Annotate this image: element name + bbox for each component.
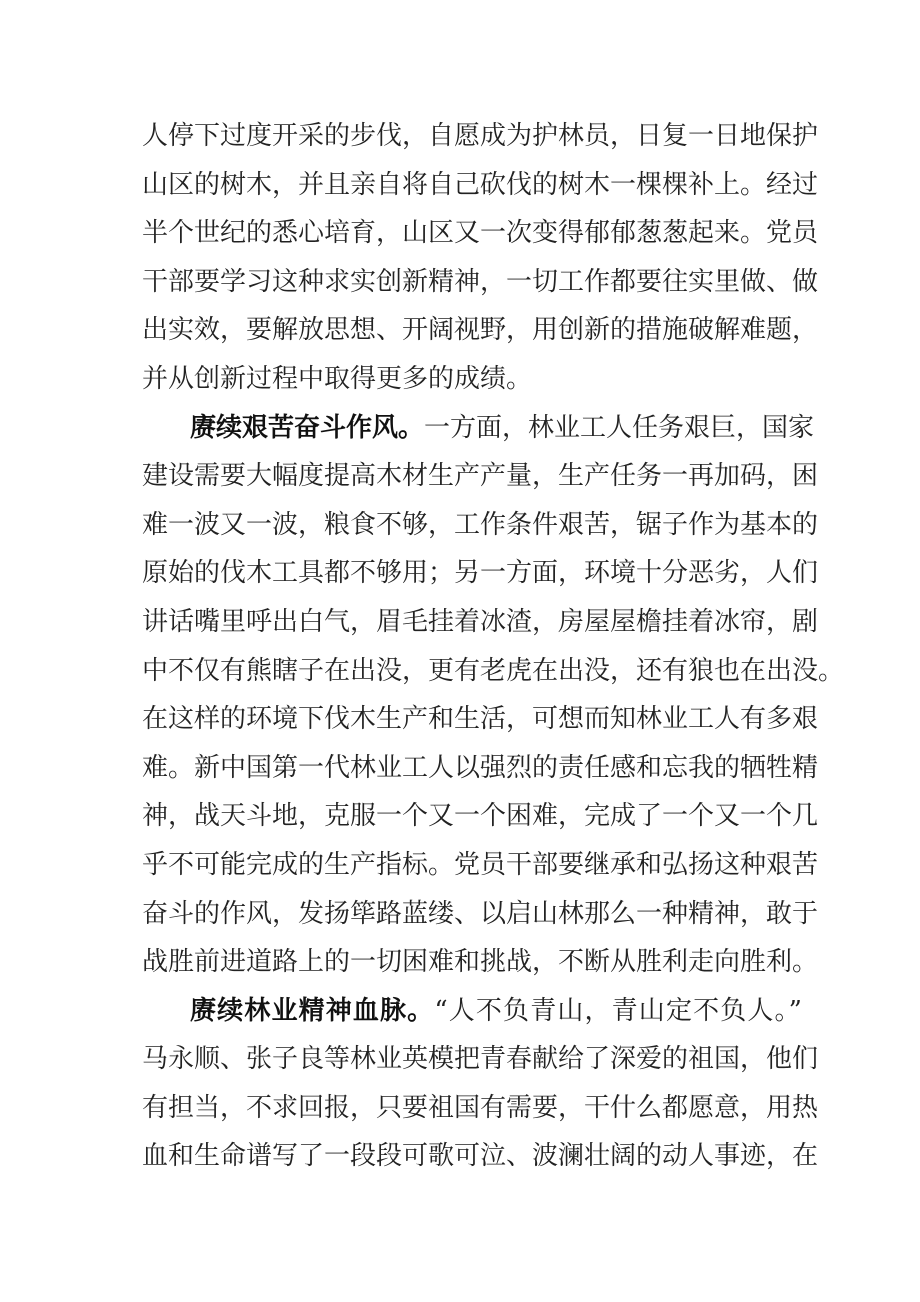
text-line: 神，战天斗地，克服一个又一个困难，完成了一个又一个几 (142, 801, 819, 832)
text-run: “人不负青山，青山定不负人。” (434, 995, 802, 1026)
text-line: 奋斗的作风，发扬筚路蓝缕、以启山林那么一种精神，敢于 (142, 898, 819, 929)
text-line: 难一波又一波，粮食不够，工作条件艰苦，锯子作为基本的 (142, 509, 819, 540)
text-line: 马永顺、张子良等林业英模把青春献给了深爱的祖国，他们 (142, 1044, 819, 1075)
text-run: 一方面，林业工人任务艰巨，国家 (424, 412, 815, 443)
text-line: 人停下过度开采的步伐，自愿成为护林员，日复一日地保护 (142, 121, 819, 151)
paragraph-hard-work (142, 404, 845, 987)
text-line: 在这样的环境下伐木生产和生活，可想而知林业工人有多艰 (142, 704, 819, 735)
text-line: 中不仅有熊瞎子在出没，更有老虎在出没，还有狼也在出没。 (142, 655, 845, 686)
section-heading: 赓续林业精神血脉。 (190, 995, 435, 1026)
section-heading: 赓续艰苦奋斗作风。 (190, 412, 425, 443)
text-line: 干部要学习这种求实创新精神，一切工作都要往实里做、做 (142, 266, 819, 297)
text-line: 讲话嘴里呼出白气，眉毛挂着冰渣，房屋屋檐挂着冰帘，剧 (142, 606, 819, 637)
text-line: 有担当，不求回报，只要祖国有需要，干什么都愿意，用热 (142, 1092, 819, 1123)
text-line: 建设需要大幅度提高木材生产产量，生产任务一再加码，困 (142, 461, 819, 492)
text-line: 难。新中国第一代林业工人以强烈的责任感和忘我的牺牲精 (142, 752, 819, 783)
text-line: 出实效，要解放思想、开阔视野，用创新的措施破解难题， (142, 315, 819, 346)
paragraph-first-line (142, 987, 802, 1036)
paragraph-forestry-spirit (142, 987, 819, 1181)
paragraph-innovation (142, 112, 819, 404)
text-line: 山区的树木，并且亲自将自己砍伐的树木一棵棵补上。经过 (142, 169, 819, 200)
text-line: 半个世纪的悉心培育，山区又一次变得郁郁葱葱起来。党员 (142, 218, 819, 249)
text-line: 战胜前进道路上的一切困难和挑战，不断从胜利走向胜利。 (142, 947, 819, 978)
text-line: 乎不可能完成的生产指标。党员干部要继承和弘扬这种艰苦 (142, 849, 819, 880)
text-line: 原始的伐木工具都不够用；另一方面，环境十分恶劣，人们 (142, 558, 819, 589)
text-line: 并从创新过程中取得更多的成绩。 (142, 363, 533, 394)
text-line: 血和生命谱写了一段段可歌可泣、波澜壮阔的动人事迹，在 (142, 1141, 819, 1172)
paragraph-first-line (142, 404, 815, 453)
document-body (142, 112, 845, 1181)
